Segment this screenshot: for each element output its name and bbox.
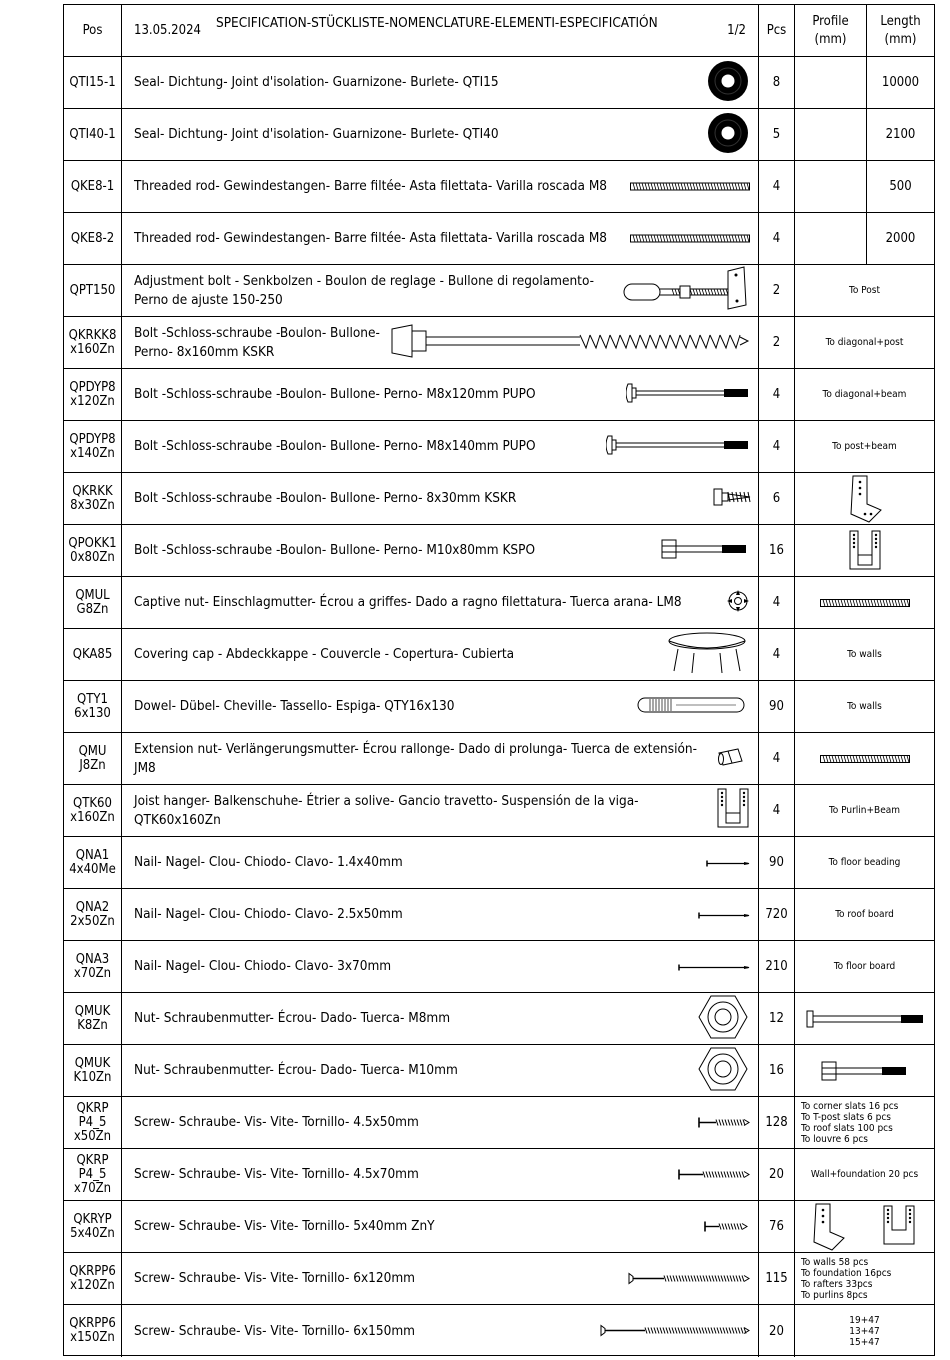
item-description-cell (122, 889, 759, 940)
item-note (795, 525, 934, 576)
bracket-pair-icon (810, 1202, 920, 1252)
item-quantity: 4 (759, 629, 795, 680)
item-description-cell (122, 785, 759, 836)
item-code (64, 109, 122, 160)
item-note-text: Wall+foundation 20 pcs (810, 1169, 919, 1180)
table-row (64, 1097, 934, 1149)
item-note (795, 1201, 934, 1252)
item-description: Nail- Nagel- Clou- Chiodo- Clavo- 3x70mm (134, 958, 392, 974)
item-code (64, 421, 122, 472)
item-description: Extension nut- Verlängerungsmutter- Écrou rallonge- Dado di prolunga- Tuerca de extensión- JM8 (134, 740, 697, 776)
item-description: Nail- Nagel- Clou- Chiodo- Clavo- 1.4x40mm (134, 854, 403, 870)
item-description-cell (122, 993, 759, 1044)
item-code (64, 681, 122, 732)
nail-icon (698, 905, 750, 924)
item-quantity: 90 (759, 681, 795, 732)
header-date: 13.05.2024 (134, 23, 201, 38)
item-note-text: To diagonal+post (825, 337, 904, 348)
joist-hanger-icon (716, 787, 750, 835)
item-note (795, 1253, 934, 1304)
item-code-text: QMUK K10Zn (73, 1055, 112, 1085)
item-code (64, 785, 122, 836)
item-code-text: QNA1 4x40Me (69, 847, 116, 877)
item-quantity: 4 (759, 369, 795, 420)
item-quantity: 115 (759, 1253, 795, 1304)
item-description-cell (122, 681, 759, 732)
item-code (64, 1253, 122, 1304)
item-description: Bolt -Schloss-schraube -Boulon- Bullone- Perno- M8x120mm PUPO (134, 386, 536, 402)
table-row (64, 889, 934, 941)
item-note-text: To diagonal+beam (822, 389, 907, 400)
item-description-cell (122, 57, 759, 108)
item-code (64, 993, 122, 1044)
seal-ring-icon (704, 57, 752, 109)
item-code-text: QMU J8Zn (78, 743, 107, 773)
item-note-text: To walls (847, 649, 882, 660)
item-description: Dowel- Dübel- Cheville- Tassello- Espiga- QTY16x130 (134, 698, 455, 714)
item-quantity: 90 (759, 837, 795, 888)
item-code (64, 525, 122, 576)
table-row (64, 1305, 934, 1357)
item-description-cell (122, 1253, 759, 1304)
item-code (64, 733, 122, 784)
item-description-cell (122, 1149, 759, 1200)
item-description: Bolt -Schloss-schraube -Boulon- Bullone- Perno- M10x80mm KSPO (134, 542, 536, 558)
hex-nut-icon (698, 994, 748, 1044)
table-row (64, 109, 934, 161)
item-description: Screw- Schraube- Vis- Vite- Tornillo- 6x150mm (134, 1322, 415, 1339)
header-pos: Pos (64, 5, 122, 56)
item-note-text: To corner slats 16 pcs To T-post slats 6 pcs To roof slats 100 pcs To louvre 6 pcs (801, 1100, 899, 1145)
item-code-text: QTI40-1 (69, 126, 116, 142)
item-note (795, 681, 934, 732)
header-length (867, 5, 934, 56)
item-description-cell (122, 1305, 759, 1357)
item-code-text: QKRPP6 x150Zn (69, 1316, 116, 1345)
item-quantity: 8 (759, 57, 795, 108)
table-row (64, 317, 934, 369)
lag-bolt-icon (390, 321, 750, 365)
item-code-text: QPDYP8 x120Zn (69, 379, 116, 409)
threaded-rod-icon (820, 597, 910, 609)
item-description: Joist hanger- Balkenschuhe- Étrier a solive- Gancio travetto- Suspensión de la viga- QTK60x160Zn (134, 792, 639, 828)
item-description: Covering cap - Abdeckkappe - Couvercle - Copertura- Cubierta (134, 646, 515, 662)
header-profile-label: Profile (mm) (812, 13, 849, 47)
item-description: Captive nut- Einschlagmutter- Écrou a griffes- Dado a ragno filettatura- Tuerca arana- LM8 (134, 594, 682, 610)
threaded-rod-icon (820, 753, 910, 765)
bolt-icon (805, 1009, 925, 1029)
item-note (795, 1045, 934, 1096)
item-code (64, 265, 122, 316)
item-code (64, 1045, 122, 1096)
item-description: Bolt -Schloss-schraube -Boulon- Bullone- Perno- 8x30mm KSKR (134, 490, 517, 506)
item-code-text: QNA3 x70Zn (73, 951, 112, 981)
item-description-cell (122, 1045, 759, 1096)
item-length: 500 (889, 179, 912, 194)
item-code (64, 1097, 122, 1148)
item-quantity: 128 (759, 1097, 795, 1148)
captive-nut-icon (726, 589, 750, 617)
item-code-text: QPT150 (69, 282, 116, 298)
item-code (64, 577, 122, 628)
table-row (64, 525, 934, 577)
item-note (795, 369, 934, 420)
item-description: Screw- Schraube- Vis- Vite- Tornillo- 6x120mm (134, 1270, 415, 1286)
item-quantity: 12 (759, 993, 795, 1044)
header-profile (795, 5, 867, 56)
item-description-cell (122, 1097, 759, 1148)
item-description-cell (122, 837, 759, 888)
item-code-text: QKE8-1 (70, 178, 115, 194)
item-description-cell (122, 577, 759, 628)
item-code-text: QKRPP6 x120Zn (69, 1263, 116, 1293)
item-code (64, 473, 122, 524)
item-note-text: To floor beading (828, 857, 901, 868)
item-code (64, 369, 122, 420)
item-description-cell (122, 733, 759, 784)
table-row (64, 213, 934, 265)
table-row (64, 57, 934, 109)
item-note (795, 837, 934, 888)
item-quantity: 4 (759, 421, 795, 472)
item-quantity: 6 (759, 473, 795, 524)
item-note (795, 785, 934, 836)
item-code-text: QKRP P4_5 x70Zn (73, 1152, 112, 1196)
table-row (64, 1149, 934, 1201)
item-quantity: 4 (759, 161, 795, 212)
header-pcs: Pcs (759, 5, 795, 56)
adjustment-bolt-icon (620, 265, 750, 317)
item-description: Bolt -Schloss-schraube -Boulon- Bullone- Perno- M8x140mm PUPO (134, 438, 536, 454)
table-row (64, 161, 934, 213)
joist-hanger-icon (848, 529, 882, 573)
item-description: Threaded rod- Gewindestangen- Barre filtée- Asta filettata- Varilla roscada M8 (134, 230, 608, 246)
item-description: Nut- Schraubenmutter- Écrou- Dado- Tuerca- M10mm (134, 1062, 458, 1078)
item-note-text: 19+47 13+47 15+47 (849, 1314, 880, 1348)
item-quantity: 76 (759, 1201, 795, 1252)
item-code (64, 317, 122, 368)
item-code (64, 629, 122, 680)
item-quantity: 5 (759, 109, 795, 160)
item-code (64, 1305, 122, 1357)
short-bolt-icon (712, 486, 752, 512)
item-code (64, 161, 122, 212)
table-row (64, 837, 934, 889)
carriage-bolt-icon (626, 380, 750, 410)
item-description-cell (122, 1201, 759, 1252)
item-description-cell (122, 629, 759, 680)
table-row (64, 421, 934, 473)
dowel-icon (636, 695, 746, 719)
item-note (795, 889, 934, 940)
item-code (64, 213, 122, 264)
item-note (795, 265, 934, 316)
item-length: 10000 (881, 75, 920, 90)
item-length: 2000 (885, 231, 916, 246)
threaded-rod-icon (630, 229, 750, 248)
item-code (64, 941, 122, 992)
item-note (795, 577, 934, 628)
item-profile (795, 161, 867, 212)
item-quantity: 20 (759, 1305, 795, 1357)
item-note (795, 629, 934, 680)
table-row (64, 733, 934, 785)
item-code-text: QKRKK8 x160Zn (68, 327, 117, 357)
item-code (64, 57, 122, 108)
item-description-cell (122, 473, 759, 524)
item-code (64, 1149, 122, 1200)
header-row (64, 5, 934, 57)
item-profile (795, 109, 867, 160)
item-note-text: To walls 58 pcs To foundation 16pcs To rafters 33pcs To purlins 8pcs (801, 1256, 892, 1301)
item-quantity: 20 (759, 1149, 795, 1200)
item-description-cell (122, 317, 759, 368)
table-row (64, 369, 934, 421)
item-quantity: 4 (759, 213, 795, 264)
item-note (795, 1305, 934, 1357)
item-note (795, 1149, 934, 1200)
item-profile (795, 213, 867, 264)
screw-icon (698, 1113, 750, 1132)
item-note-text: To floor board (833, 961, 896, 972)
table-row (64, 1045, 934, 1097)
item-description: Screw- Schraube- Vis- Vite- Tornillo- 4.5x70mm (134, 1166, 419, 1182)
table-row (64, 941, 934, 993)
hex-nut-icon (698, 1046, 748, 1096)
item-code-text: QMUK K8Zn (74, 1003, 111, 1033)
item-code-text: QTI15-1 (69, 74, 116, 90)
item-code-text: QKRKK 8x30Zn (70, 483, 115, 513)
table-row (64, 785, 934, 837)
item-code-text: QKRYP 5x40Zn (70, 1211, 115, 1241)
item-code-text: QKRP P4_5 x50Zn (73, 1100, 112, 1144)
item-note (795, 941, 934, 992)
table-row (64, 681, 934, 733)
item-note-text: To Post (849, 285, 880, 296)
item-description: Adjustment bolt - Senkbolzen - Boulon de reglage - Bullone di regolamento- Perno de ajuste 150-250 (134, 272, 595, 308)
item-code-text: QPDYP8 x140Zn (69, 431, 116, 461)
item-note (795, 733, 934, 784)
screw-icon (678, 1165, 750, 1184)
item-quantity: 210 (759, 941, 795, 992)
header-page: 1/2 (727, 23, 746, 38)
item-code-text: QTY1 6x130 (74, 691, 111, 721)
table-row (64, 993, 934, 1045)
nail-icon (678, 957, 750, 976)
extension-nut-icon (716, 747, 744, 771)
table-row (64, 1253, 934, 1305)
item-description: Seal- Dichtung- Joint d'isolation- Guarnizone- Burlete- QTI40 (134, 126, 499, 142)
item-description: Threaded rod- Gewindestangen- Barre filtée- Asta filettata- Varilla roscada M8 (134, 178, 608, 194)
item-code-text: QPOKK1 0x80Zn (68, 535, 117, 565)
item-note (795, 1097, 934, 1148)
table-row (64, 1201, 934, 1253)
item-code-text: QKE8-2 (70, 230, 115, 246)
item-code-text: QKA85 (72, 646, 113, 662)
item-quantity: 4 (759, 733, 795, 784)
item-description-cell (122, 421, 759, 472)
item-note-text: To walls (847, 701, 882, 712)
table-row (64, 265, 934, 317)
hex-bolt-icon (660, 538, 750, 564)
item-note (795, 317, 934, 368)
table-row (64, 629, 934, 681)
item-code-text: QMUL G8Zn (75, 587, 110, 617)
item-note (795, 421, 934, 472)
item-description: Nail- Nagel- Clou- Chiodo- Clavo- 2.5x50mm (134, 906, 403, 922)
item-description: Screw- Schraube- Vis- Vite- Tornillo- 5x40mm ZnY (134, 1218, 435, 1234)
item-quantity: 16 (759, 525, 795, 576)
item-description-cell (122, 161, 759, 212)
table-row (64, 473, 934, 525)
item-quantity: 4 (759, 785, 795, 836)
item-note-text: To post+beam (832, 441, 897, 452)
screw-icon (704, 1217, 748, 1236)
item-description-cell (122, 109, 759, 160)
carriage-bolt-icon (606, 432, 750, 462)
threaded-rod-icon (630, 177, 750, 196)
nail-icon (706, 853, 750, 872)
header-title: SPECIFICATION-STÜCKLISTE-NOMENCLATURE-ELEMENTI-ESPECIFICATIÓN (216, 15, 658, 31)
item-quantity: 16 (759, 1045, 795, 1096)
covering-cap-icon (664, 631, 750, 679)
hex-bolt-icon (820, 1060, 910, 1082)
item-description: Nut- Schraubenmutter- Écrou- Dado- Tuerca- M8mm (134, 1010, 451, 1026)
item-quantity: 4 (759, 577, 795, 628)
seal-ring-icon (704, 109, 752, 161)
item-code (64, 1201, 122, 1252)
item-description: Bolt -Schloss-schraube -Boulon- Bullone- Perno- 8x160mm KSKR (134, 324, 380, 360)
item-note (795, 473, 934, 524)
specification-sheet (63, 4, 935, 1356)
item-note-text: To Purlin+Beam (828, 805, 901, 816)
item-profile (795, 57, 867, 108)
item-code (64, 837, 122, 888)
item-description-cell (122, 213, 759, 264)
item-quantity: 2 (759, 265, 795, 316)
item-length: 2100 (885, 127, 916, 142)
item-code-text: QTK60 x160Zn (70, 795, 115, 825)
item-note-text: To roof board (835, 909, 894, 920)
header-length-label: Length (mm) (880, 13, 921, 47)
item-code-text: QNA2 2x50Zn (70, 899, 115, 929)
item-quantity: 720 (759, 889, 795, 940)
header-title-cell (122, 5, 759, 56)
item-description-cell (122, 525, 759, 576)
item-description-cell (122, 265, 759, 316)
long-screw-icon (600, 1322, 750, 1341)
item-description: Seal- Dichtung- Joint d'isolation- Guarnizone- Burlete- QTI15 (134, 74, 499, 90)
angle-bracket-icon (847, 474, 883, 524)
item-quantity: 2 (759, 317, 795, 368)
item-code (64, 889, 122, 940)
long-screw-icon (628, 1269, 750, 1288)
item-description-cell (122, 941, 759, 992)
item-description-cell (122, 369, 759, 420)
item-note (795, 993, 934, 1044)
table-row (64, 577, 934, 629)
item-description: Screw- Schraube- Vis- Vite- Tornillo- 4.5x50mm (134, 1114, 419, 1130)
